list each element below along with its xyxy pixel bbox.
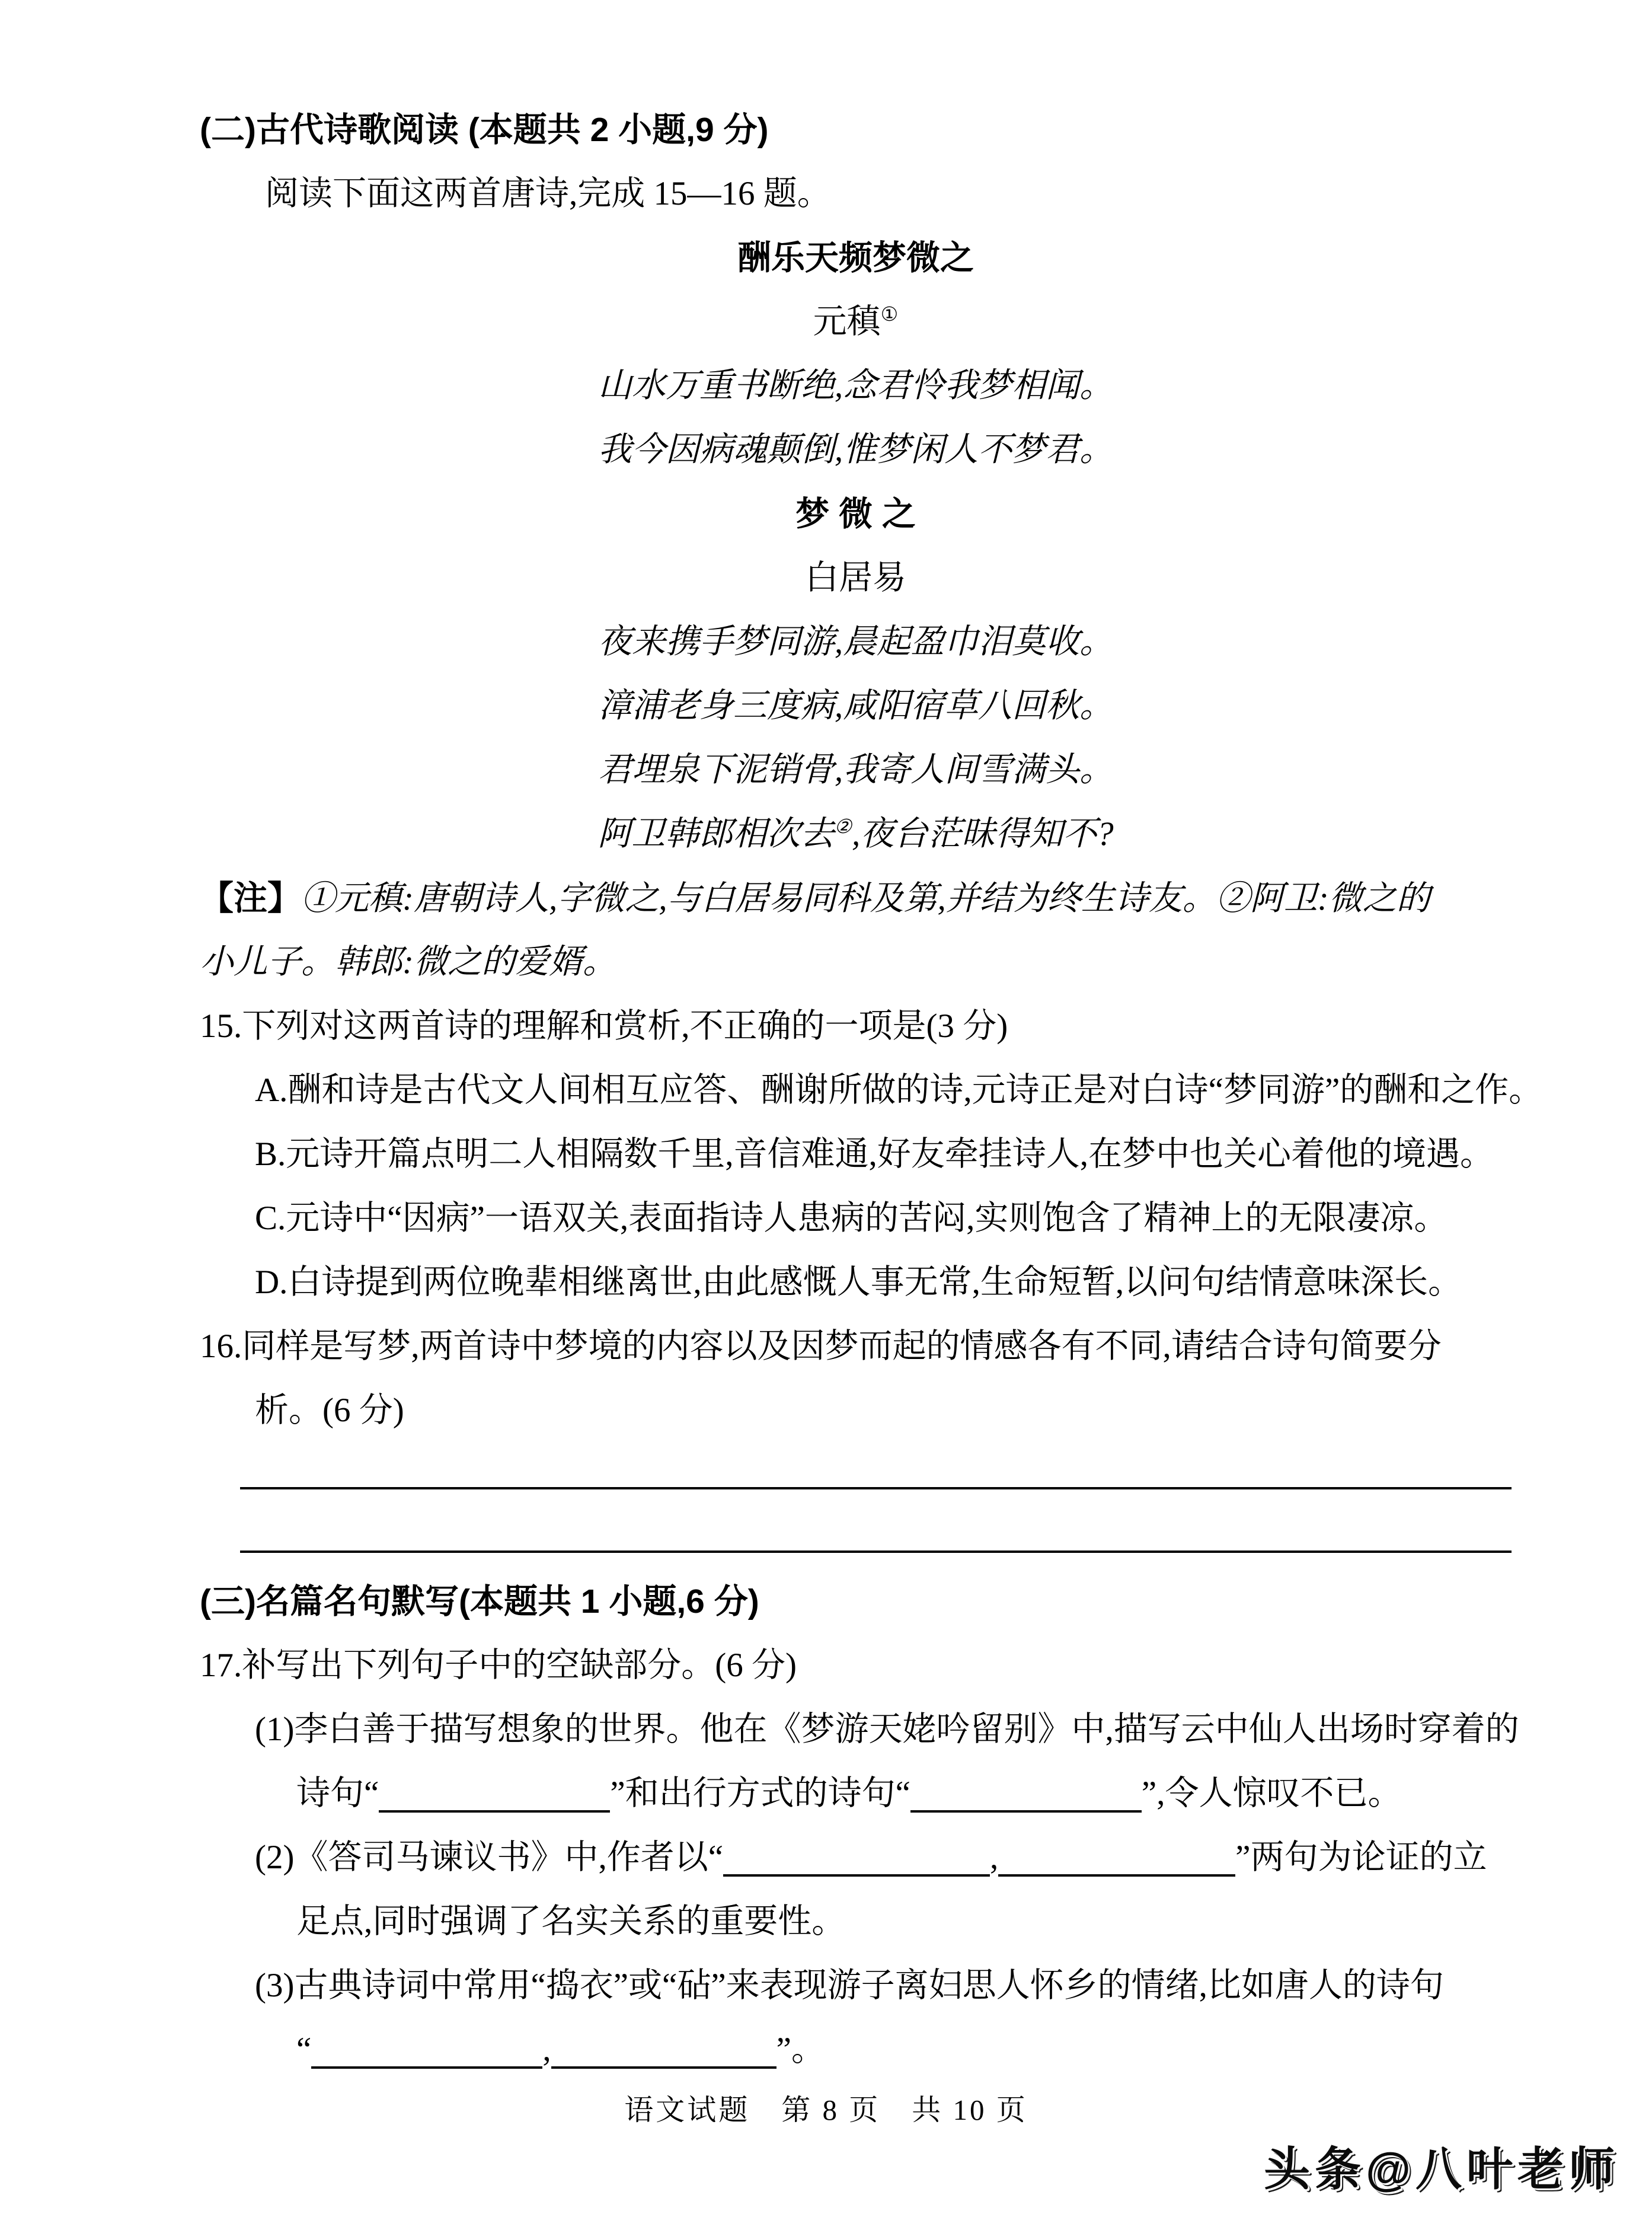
question-17-stem: 17.补写出下列句子中的空缺部分。(6 分)	[200, 1647, 797, 1684]
answer-blank	[910, 1776, 1142, 1813]
spacer	[200, 1553, 1512, 1569]
poem-1-author-line	[200, 290, 1512, 354]
question-17-part-3-line-2: “ , ”。	[296, 2031, 825, 2068]
question-15-option-c: C.元诗中“因病”一语双关,表面指诗人患病的苦闷,实则饱含了精神上的无限凄凉。	[255, 1199, 1448, 1237]
question-17-part-3-line-1: (3)古典诗词中常用“捣衣”或“砧”来表现游子离妇思人怀乡的情绪,比如唐人的诗句	[255, 1967, 1444, 2004]
poem-2-line: 夜来携手梦同游,晨起盈巾泪莫收。	[597, 623, 1114, 661]
poem-2-line: 君埋泉下泥销骨,我寄人间雪满头。	[597, 751, 1114, 789]
section-3-heading: (三)名篇名句默写(本题共 1 小题,6 分)	[200, 1583, 759, 1620]
poem-2-title: 梦 微 之	[795, 495, 916, 533]
page-footer: 语文试题 第 8 页 共 10 页	[624, 2094, 1028, 2126]
question-17-part-1-line-1: (1)李白善于描写想象的世界。他在《梦游天姥吟留别》中,描写云中仙人出场时穿着的	[255, 1711, 1519, 1748]
poem-2-last-post: ,夜台茫昧得知不?	[851, 815, 1114, 853]
poem-1-line: 我今因病魂颠倒,惟梦闲人不梦君。	[597, 431, 1114, 468]
answer-blank	[379, 1776, 610, 1813]
note-label: 【注】	[200, 879, 301, 917]
question-16-line-1: 16.同样是写梦,两首诗中梦境的内容以及因梦而起的情感各有不同,请结合诗句简要分	[200, 1328, 1442, 1365]
question-17-part-2-line-2: 足点,同时强调了名实关系的重要性。	[296, 1903, 846, 1940]
poem-note-line-1	[200, 866, 1512, 930]
poem-2-line: 漳浦老身三度病,咸阳宿草八回秋。	[597, 687, 1114, 725]
question-17-part-1-line-2: 诗句“ ”和出行方式的诗句“ ”,令人惊叹不已。	[296, 1775, 1402, 1812]
note-text-1: ①元稹:唐朝诗人,字微之,与白居易同科及第,并结为终生诗友。②阿卫:微之的	[301, 880, 1430, 917]
note-ref-1: ①	[880, 304, 899, 326]
poem-1-title: 酬乐天频梦微之	[737, 239, 974, 277]
answer-blank	[551, 2033, 777, 2069]
answer-blank	[311, 2033, 542, 2069]
answer-blank	[723, 1840, 990, 1877]
note-ref-2: ②	[834, 816, 852, 838]
poem-1-author: 元稹	[813, 303, 881, 340]
poem-2-last-pre: 阿卫韩郎相次去	[597, 815, 835, 853]
question-15-option-a: A.酬和诗是古代文人间相互应答、酬谢所做的诗,元诗正是对白诗“梦同游”的酬和之作。	[255, 1071, 1543, 1109]
page-content	[200, 98, 1543, 2082]
question-15-option-d: D.白诗提到两位晚辈相继离世,由此感慨人事无常,生命短暂,以问句结情意味深长。	[255, 1264, 1462, 1301]
question-16-line-2: 析。(6 分)	[255, 1392, 404, 1429]
section-2-heading: (二)古代诗歌阅读 (本题共 2 小题,9 分)	[200, 111, 769, 149]
question-15-stem: 15.下列对这两首诗的理解和赏析,不正确的一项是(3 分)	[200, 1007, 1008, 1045]
answer-blank	[998, 1840, 1235, 1877]
reading-instruction: 阅读下面这两首唐诗,完成 15—16 题。	[265, 175, 831, 212]
watermark: 头条@八叶老师	[1263, 2143, 1619, 2195]
poem-1-line: 山水万重书断绝,念君怜我梦相闻。	[597, 367, 1114, 404]
question-17-part-2-line-1: (2)《答司马谏议书》中,作者以“ , ”两句为论证的立	[255, 1839, 1487, 1876]
poem-2-author: 白居易	[805, 559, 906, 596]
poem-note-line-2: 小儿子。韩郎:微之的爱婿。	[200, 943, 616, 981]
poem-2-line-last	[200, 802, 1512, 866]
spacer	[200, 1443, 1512, 1487]
question-15-option-b: B.元诗开篇点明二人相隔数千里,音信难通,好友牵挂诗人,在梦中也关心着他的境遇。	[255, 1135, 1494, 1173]
spacer	[200, 1489, 1512, 1551]
